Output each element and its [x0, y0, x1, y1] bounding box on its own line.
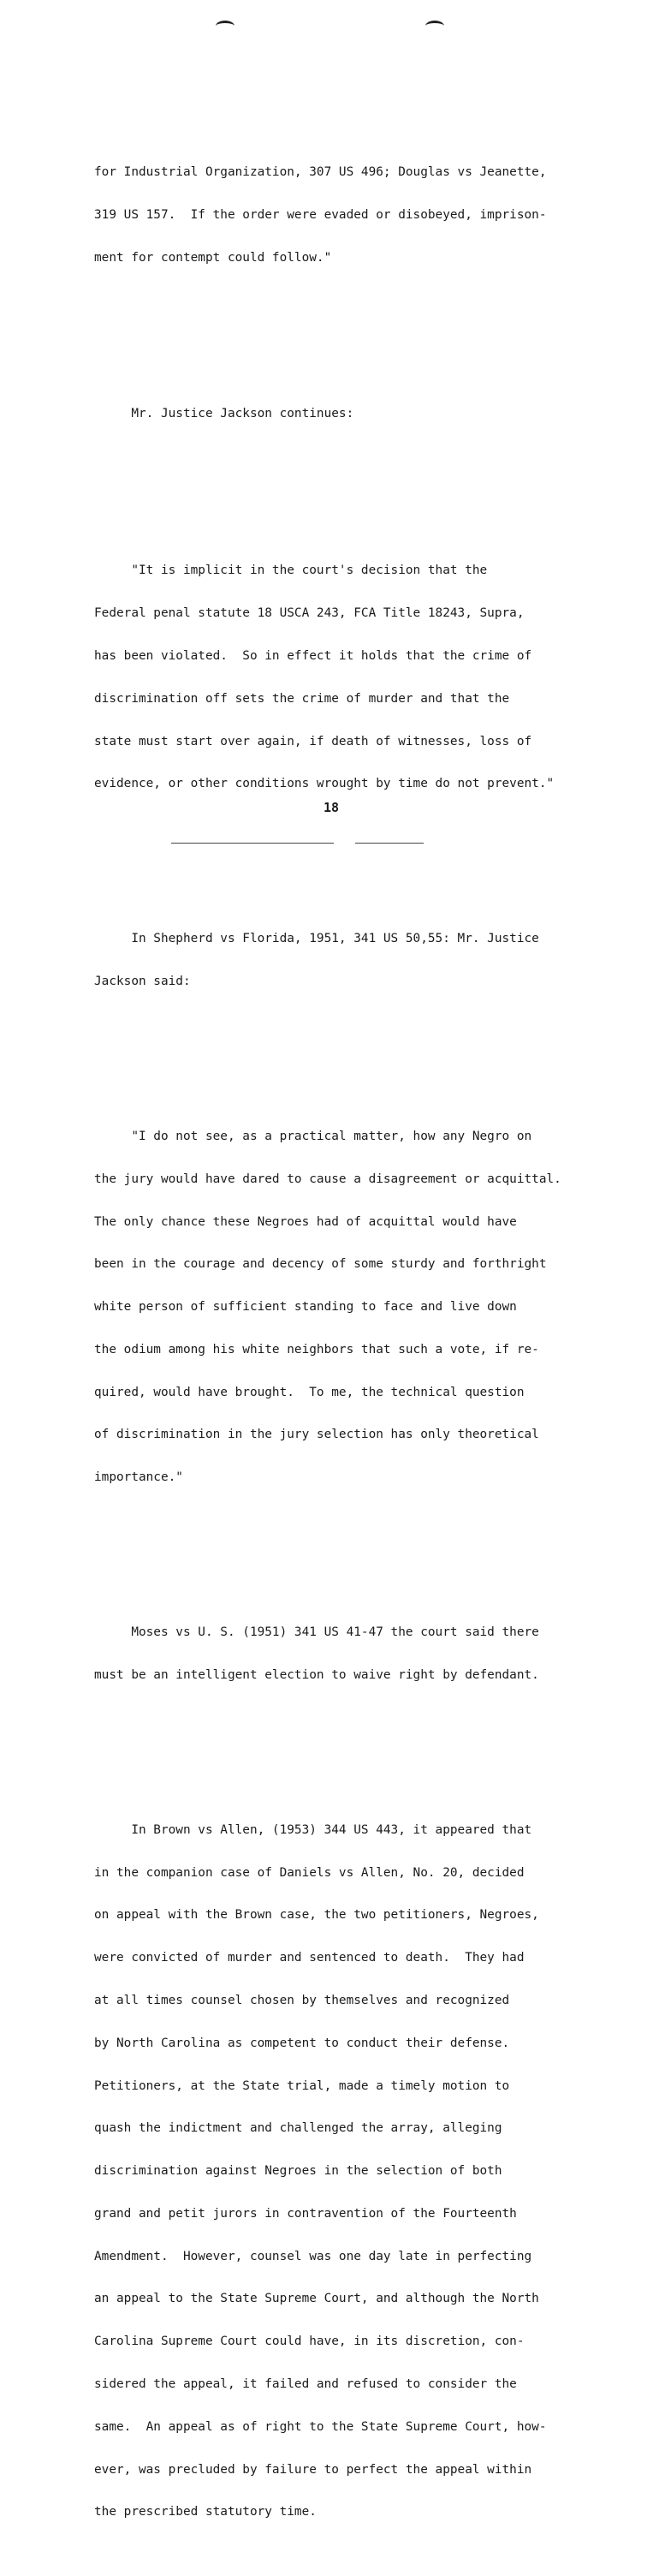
text-line: same. An appeal as of right to the State Supreme Court, how- — [94, 2419, 547, 2434]
text-line: quash the indictment and challenged the array, alleging — [94, 2121, 502, 2136]
page-number: 18 — [324, 800, 340, 815]
paragraph-quote-jury — [94, 1101, 608, 1513]
text-line: "I do not see, as a practical matter, how any Negro on — [94, 1129, 532, 1143]
text-line: In Brown vs Allen, (1953) 344 US 443, it appeared that — [94, 1822, 532, 1837]
text-line: ever, was precluded by failure to perfect the appeal within — [94, 2462, 532, 2477]
paragraph-shepherd-vs-florida — [94, 903, 608, 1017]
bottom-scan-rule — [171, 843, 334, 844]
body-text — [94, 94, 608, 2576]
text-line: white person of sufficient standing to face and live down — [94, 1300, 517, 1315]
bottom-scan-rule — [355, 843, 424, 844]
paragraph-moses-vs-us — [94, 1597, 608, 1711]
text-line: In Shepherd vs Florida, 1951, 341 US 50,55: Mr. Justice — [94, 932, 539, 946]
text-line: of discrimination in the jury selection has only theoretical — [94, 1428, 539, 1442]
text-line: Moses vs U. S. (1951) 341 US 41-47 the court said there — [94, 1625, 539, 1640]
punch-hole-mark-left — [216, 21, 234, 32]
text-line: were convicted of murder and sentenced to death. They had — [94, 1951, 525, 1965]
punch-hole-mark-right — [425, 21, 444, 32]
text-line: by North Carolina as competent to conduct their defense. — [94, 2036, 510, 2050]
text-line: in the companion case of Daniels vs Allen, No. 20, decided — [94, 1865, 525, 1880]
text-line: has been violated. So in effect it holds that the crime of — [94, 648, 532, 663]
text-line: the jury would have dared to cause a disagreement or acquittal. — [94, 1172, 561, 1186]
paragraph-quote-federal-statute — [94, 535, 608, 820]
paragraph-citation-continuation — [94, 137, 608, 294]
text-line: discrimination against Negroes in the selection of both — [94, 2164, 502, 2179]
paragraph-jackson-continues — [94, 379, 608, 450]
text-line: ment for contempt could follow." — [94, 250, 332, 265]
text-line: Mr. Justice Jackson continues: — [94, 407, 354, 421]
text-line: an appeal to the State Supreme Court, and although the North — [94, 2292, 539, 2306]
text-line: on appeal with the Brown case, the two petitioners, Negroes, — [94, 1908, 539, 1923]
text-line: quired, would have brought. To me, the technical question — [94, 1385, 525, 1399]
text-line: the odium among his white neighbors that such a vote, if re- — [94, 1342, 539, 1357]
text-line: must be an intelligent election to waive right by defendant. — [94, 1667, 539, 1682]
paragraph-brown-vs-allen — [94, 1795, 608, 2548]
text-line: Jackson said: — [94, 975, 191, 989]
text-line: discrimination off sets the crime of murder and that the — [94, 691, 510, 706]
text-line: for Industrial Organization, 307 US 496; Douglas vs Jeanette, — [94, 164, 547, 179]
text-line: importance." — [94, 1470, 183, 1485]
text-line: Carolina Supreme Court could have, in its discretion, con- — [94, 2334, 525, 2349]
text-line: evidence, or other conditions wrought by time do not prevent." — [94, 777, 555, 791]
text-line: The only chance these Negroes had of acquittal would have — [94, 1214, 517, 1229]
text-line: the prescribed statutory time. — [94, 2505, 317, 2519]
text-line: "It is implicit in the court's decision that the — [94, 564, 488, 578]
text-line: at all times counsel chosen by themselves and recognized — [94, 1994, 510, 2007]
text-line: been in the courage and decency of some sturdy and forthright — [94, 1257, 547, 1272]
text-line: Federal penal statute 18 USCA 243, FCA Title 18243, Supra, — [94, 606, 525, 621]
text-line: sidered the appeal, it failed and refused to consider the — [94, 2377, 517, 2392]
text-line: state must start over again, if death of witnesses, loss of — [94, 734, 532, 748]
text-line: 319 US 157. If the order were evaded or disobeyed, imprison- — [94, 207, 547, 222]
text-line: grand and petit jurors in contravention of the Fourteenth — [94, 2206, 517, 2221]
text-line: Petitioners, at the State trial, made a timely motion to — [94, 2078, 510, 2093]
text-line: Amendment. However, counsel was one day late in perfecting — [94, 2249, 532, 2263]
